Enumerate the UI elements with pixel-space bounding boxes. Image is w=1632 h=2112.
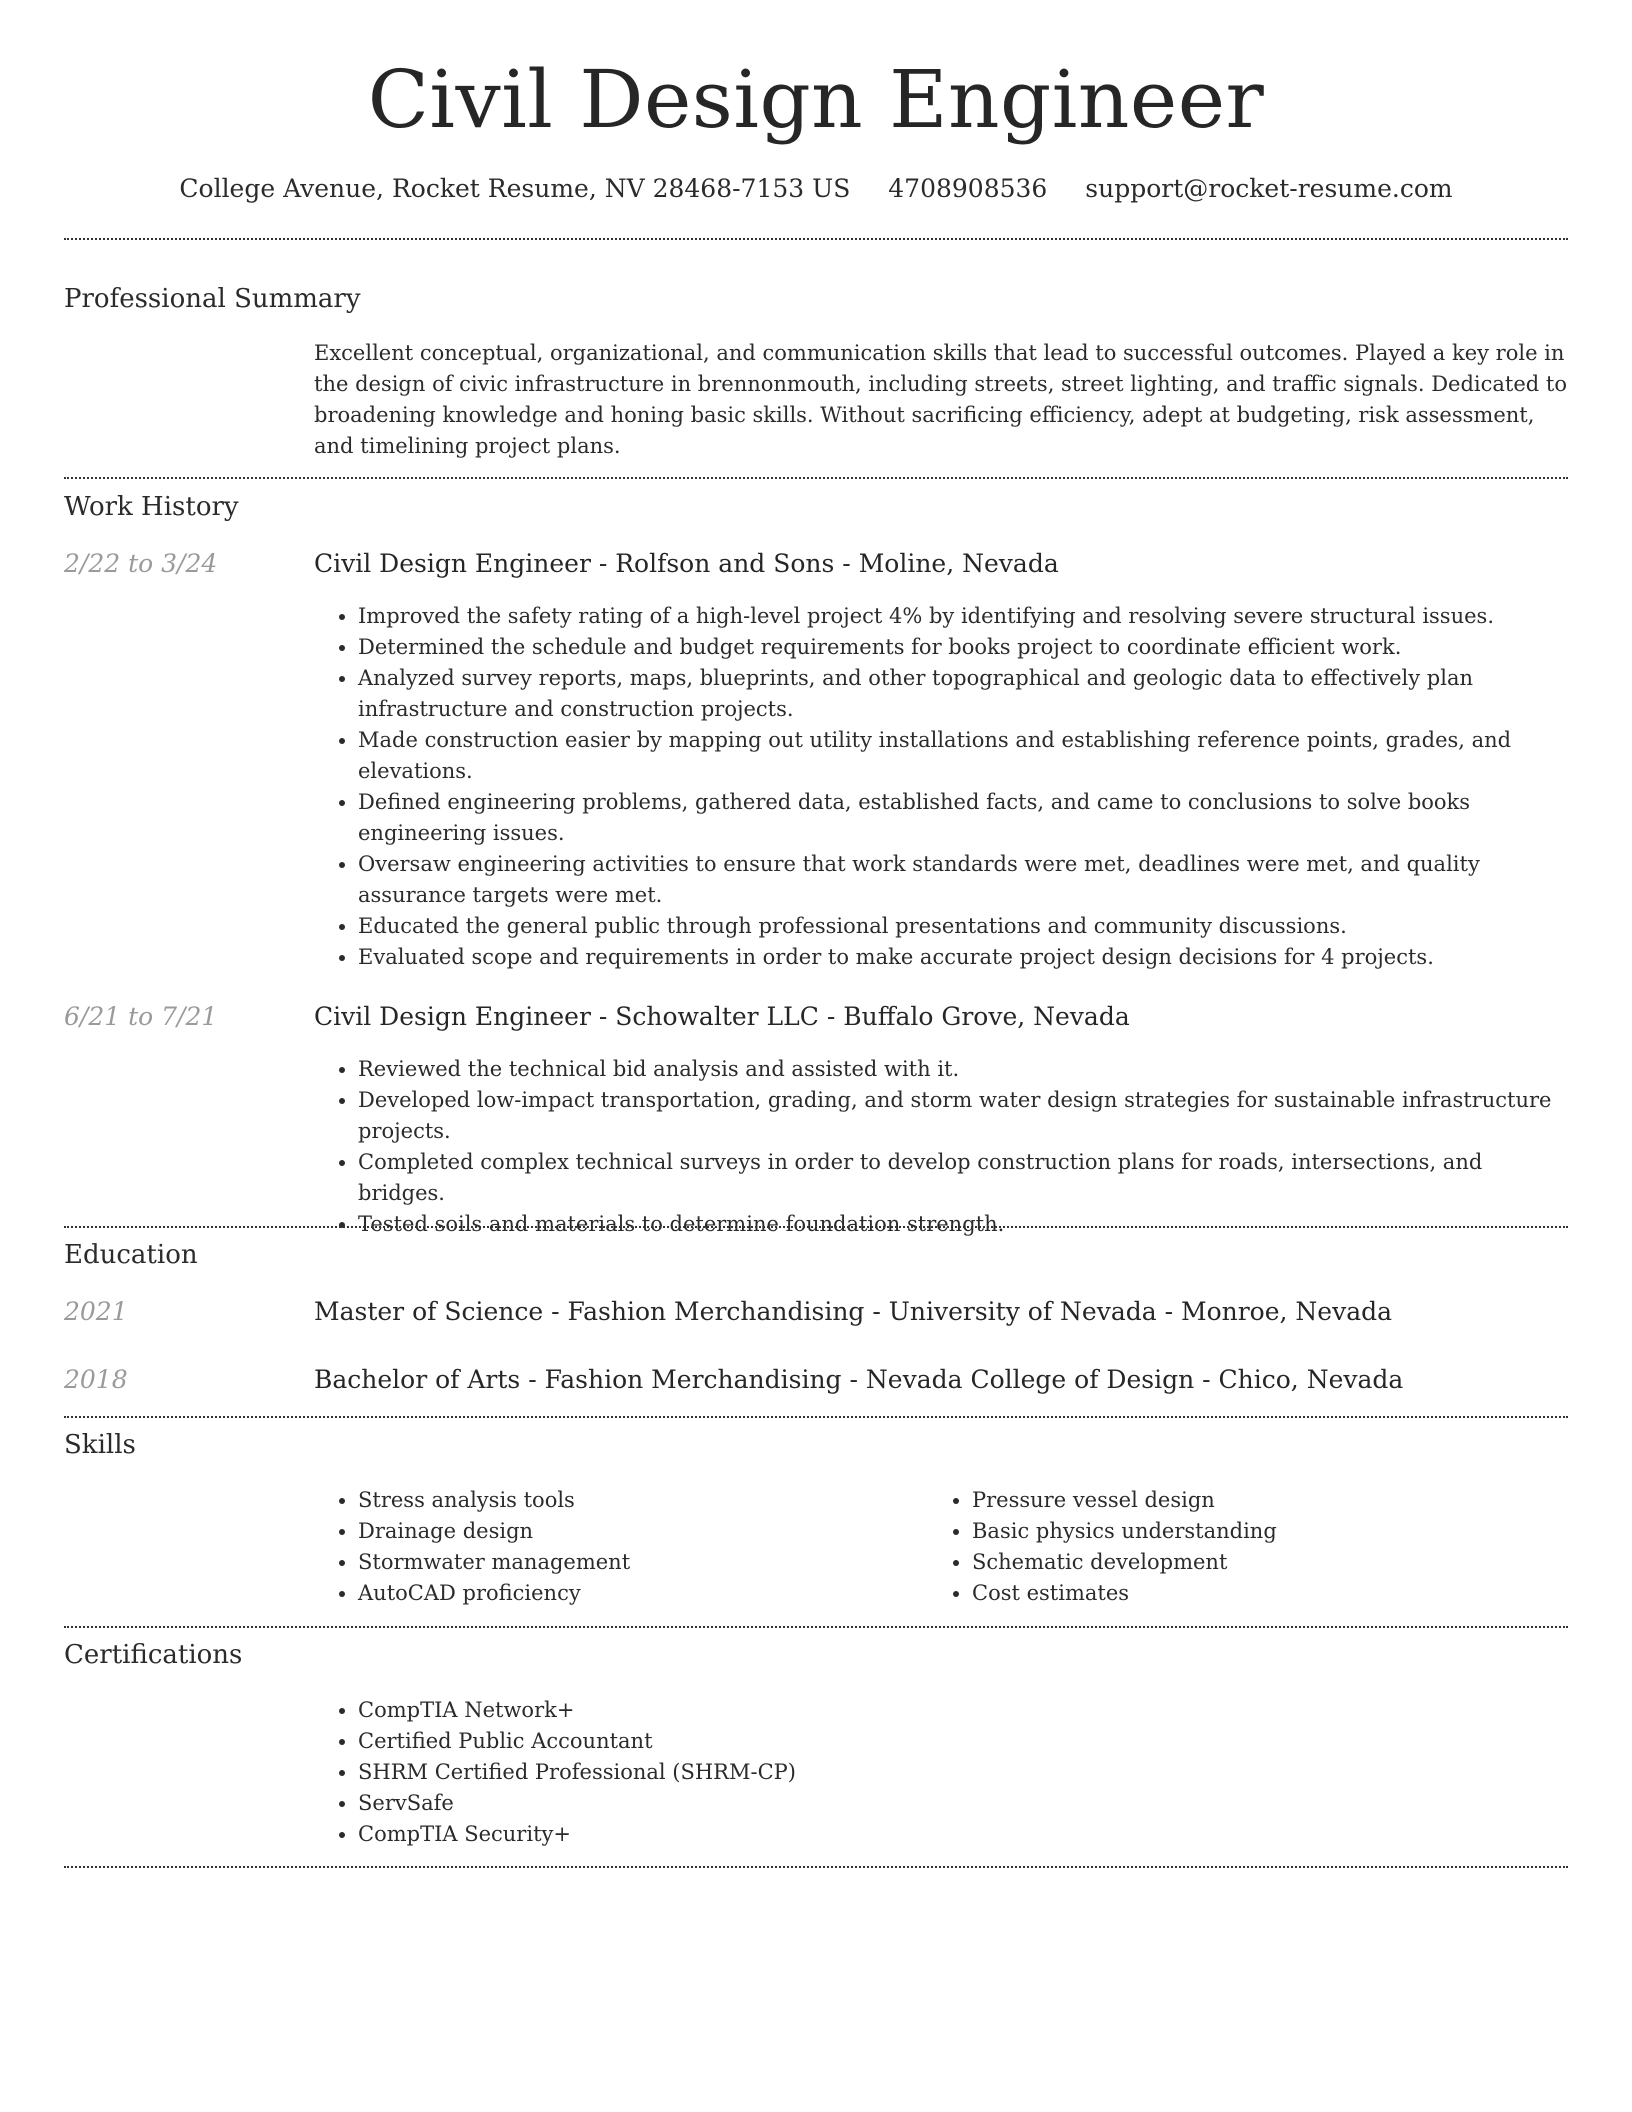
list-item: • Analyzed survey reports, maps, blueprints, and other topographical and geologic data to effectively plan infrastructure and construction projects. (358, 663, 1568, 725)
certifications-list (314, 1695, 1568, 1850)
divider (64, 238, 1568, 240)
list-item: • Stress analysis tools (358, 1485, 928, 1516)
contact-email: support@rocket-resume.com (1085, 174, 1453, 203)
education-year: 2021 (64, 1297, 128, 1326)
divider (64, 477, 1568, 479)
list-item: • Defined engineering problems, gathered data, established facts, and came to conclusions to solve books engineering issues. (358, 787, 1568, 849)
degree: Bachelor of Arts - Fashion Merchandising (314, 1365, 842, 1394)
contact-address: College Avenue, Rocket Resume, NV 28468-7153 US (179, 174, 851, 203)
school: - Nevada College of Design - Chico, Nevada (841, 1365, 1404, 1394)
job-bullets (314, 1054, 1568, 1240)
section-title-work: Work History (64, 492, 239, 522)
job-bullets (314, 601, 1568, 973)
list-item: • Stormwater management (358, 1547, 928, 1578)
section-title-education: Education (64, 1240, 198, 1270)
job-dates: 6/21 to 7/21 (64, 1002, 218, 1031)
list-item: • Determined the schedule and budget requirements for books project to coordinate efficient work. (358, 632, 1568, 663)
divider (64, 1866, 1568, 1868)
divider (64, 1226, 1568, 1228)
page-title: Civil Design Engineer (367, 53, 1265, 146)
list-item: • Oversaw engineering activities to ensure that work standards were met, deadlines were met, and quality assurance targets were met. (358, 849, 1568, 911)
list-item: • SHRM Certified Professional (SHRM-CP) (358, 1757, 1568, 1788)
skills-list-right (928, 1485, 1568, 1609)
job-heading: Civil Design Engineer - Schowalter LLC - Buffalo Grove, Nevada (314, 1002, 1130, 1031)
list-item: • Cost estimates (972, 1578, 1568, 1609)
list-item: • Educated the general public through professional presentations and community discussions. (358, 911, 1568, 942)
list-item: • Completed complex technical surveys in order to develop construction plans for roads, intersections, and bridges. (358, 1147, 1568, 1209)
list-item: • AutoCAD proficiency (358, 1578, 928, 1609)
section-title-certifications: Certifications (64, 1640, 243, 1670)
degree: Master of Science - Fashion Merchandising (314, 1297, 865, 1326)
list-item: • Evaluated scope and requirements in order to make accurate project design decisions for 4 projects. (358, 942, 1568, 973)
list-item: • Reviewed the technical bid analysis and assisted with it. (358, 1054, 1568, 1085)
skills-list-left (314, 1485, 928, 1609)
list-item: • Improved the safety rating of a high-level project 4% by identifying and resolving severe structural issues. (358, 601, 1568, 632)
list-item: • Developed low-impact transportation, grading, and storm water design strategies for sustainable infrastructure projects. (358, 1085, 1568, 1147)
list-item: • Pressure vessel design (972, 1485, 1568, 1516)
school: - University of Nevada - Monroe, Nevada (864, 1297, 1393, 1326)
summary-text: Excellent conceptual, organizational, and communication skills that lead to successful outcomes. Played a key role in the design of civic infrastructure in brennonmouth, including streets, street lighting, and traffic signals. Dedicated to broadening knowledge and honing basic skills. Without sacrificing efficiency, adept at budgeting, risk assessment, and timelining project plans. (314, 341, 1567, 458)
job-heading: Civil Design Engineer - Rolfson and Sons - Moline, Nevada (314, 549, 1059, 578)
divider (64, 1416, 1568, 1418)
list-item: • Schematic development (972, 1547, 1568, 1578)
list-item: • CompTIA Network+ (358, 1695, 1568, 1726)
education-entry (314, 1295, 1392, 1329)
list-item: • Tested soils and materials to determine foundation strength. (358, 1209, 1568, 1240)
contact-phone: 4708908536 (888, 174, 1048, 203)
divider (64, 1626, 1568, 1628)
list-item: • Certified Public Accountant (358, 1726, 1568, 1757)
education-year: 2018 (64, 1365, 128, 1394)
contact-line (0, 172, 1632, 206)
job-dates: 2/22 to 3/24 (64, 549, 218, 578)
education-entry (314, 1363, 1403, 1397)
list-item: • Drainage design (358, 1516, 928, 1547)
section-title-summary: Professional Summary (64, 284, 361, 314)
list-item: • Made construction easier by mapping out utility installations and establishing reference points, grades, and elevations. (358, 725, 1568, 787)
section-title-skills: Skills (64, 1430, 136, 1460)
list-item: • CompTIA Security+ (358, 1819, 1568, 1850)
list-item: • ServSafe (358, 1788, 1568, 1819)
list-item: • Basic physics understanding (972, 1516, 1568, 1547)
